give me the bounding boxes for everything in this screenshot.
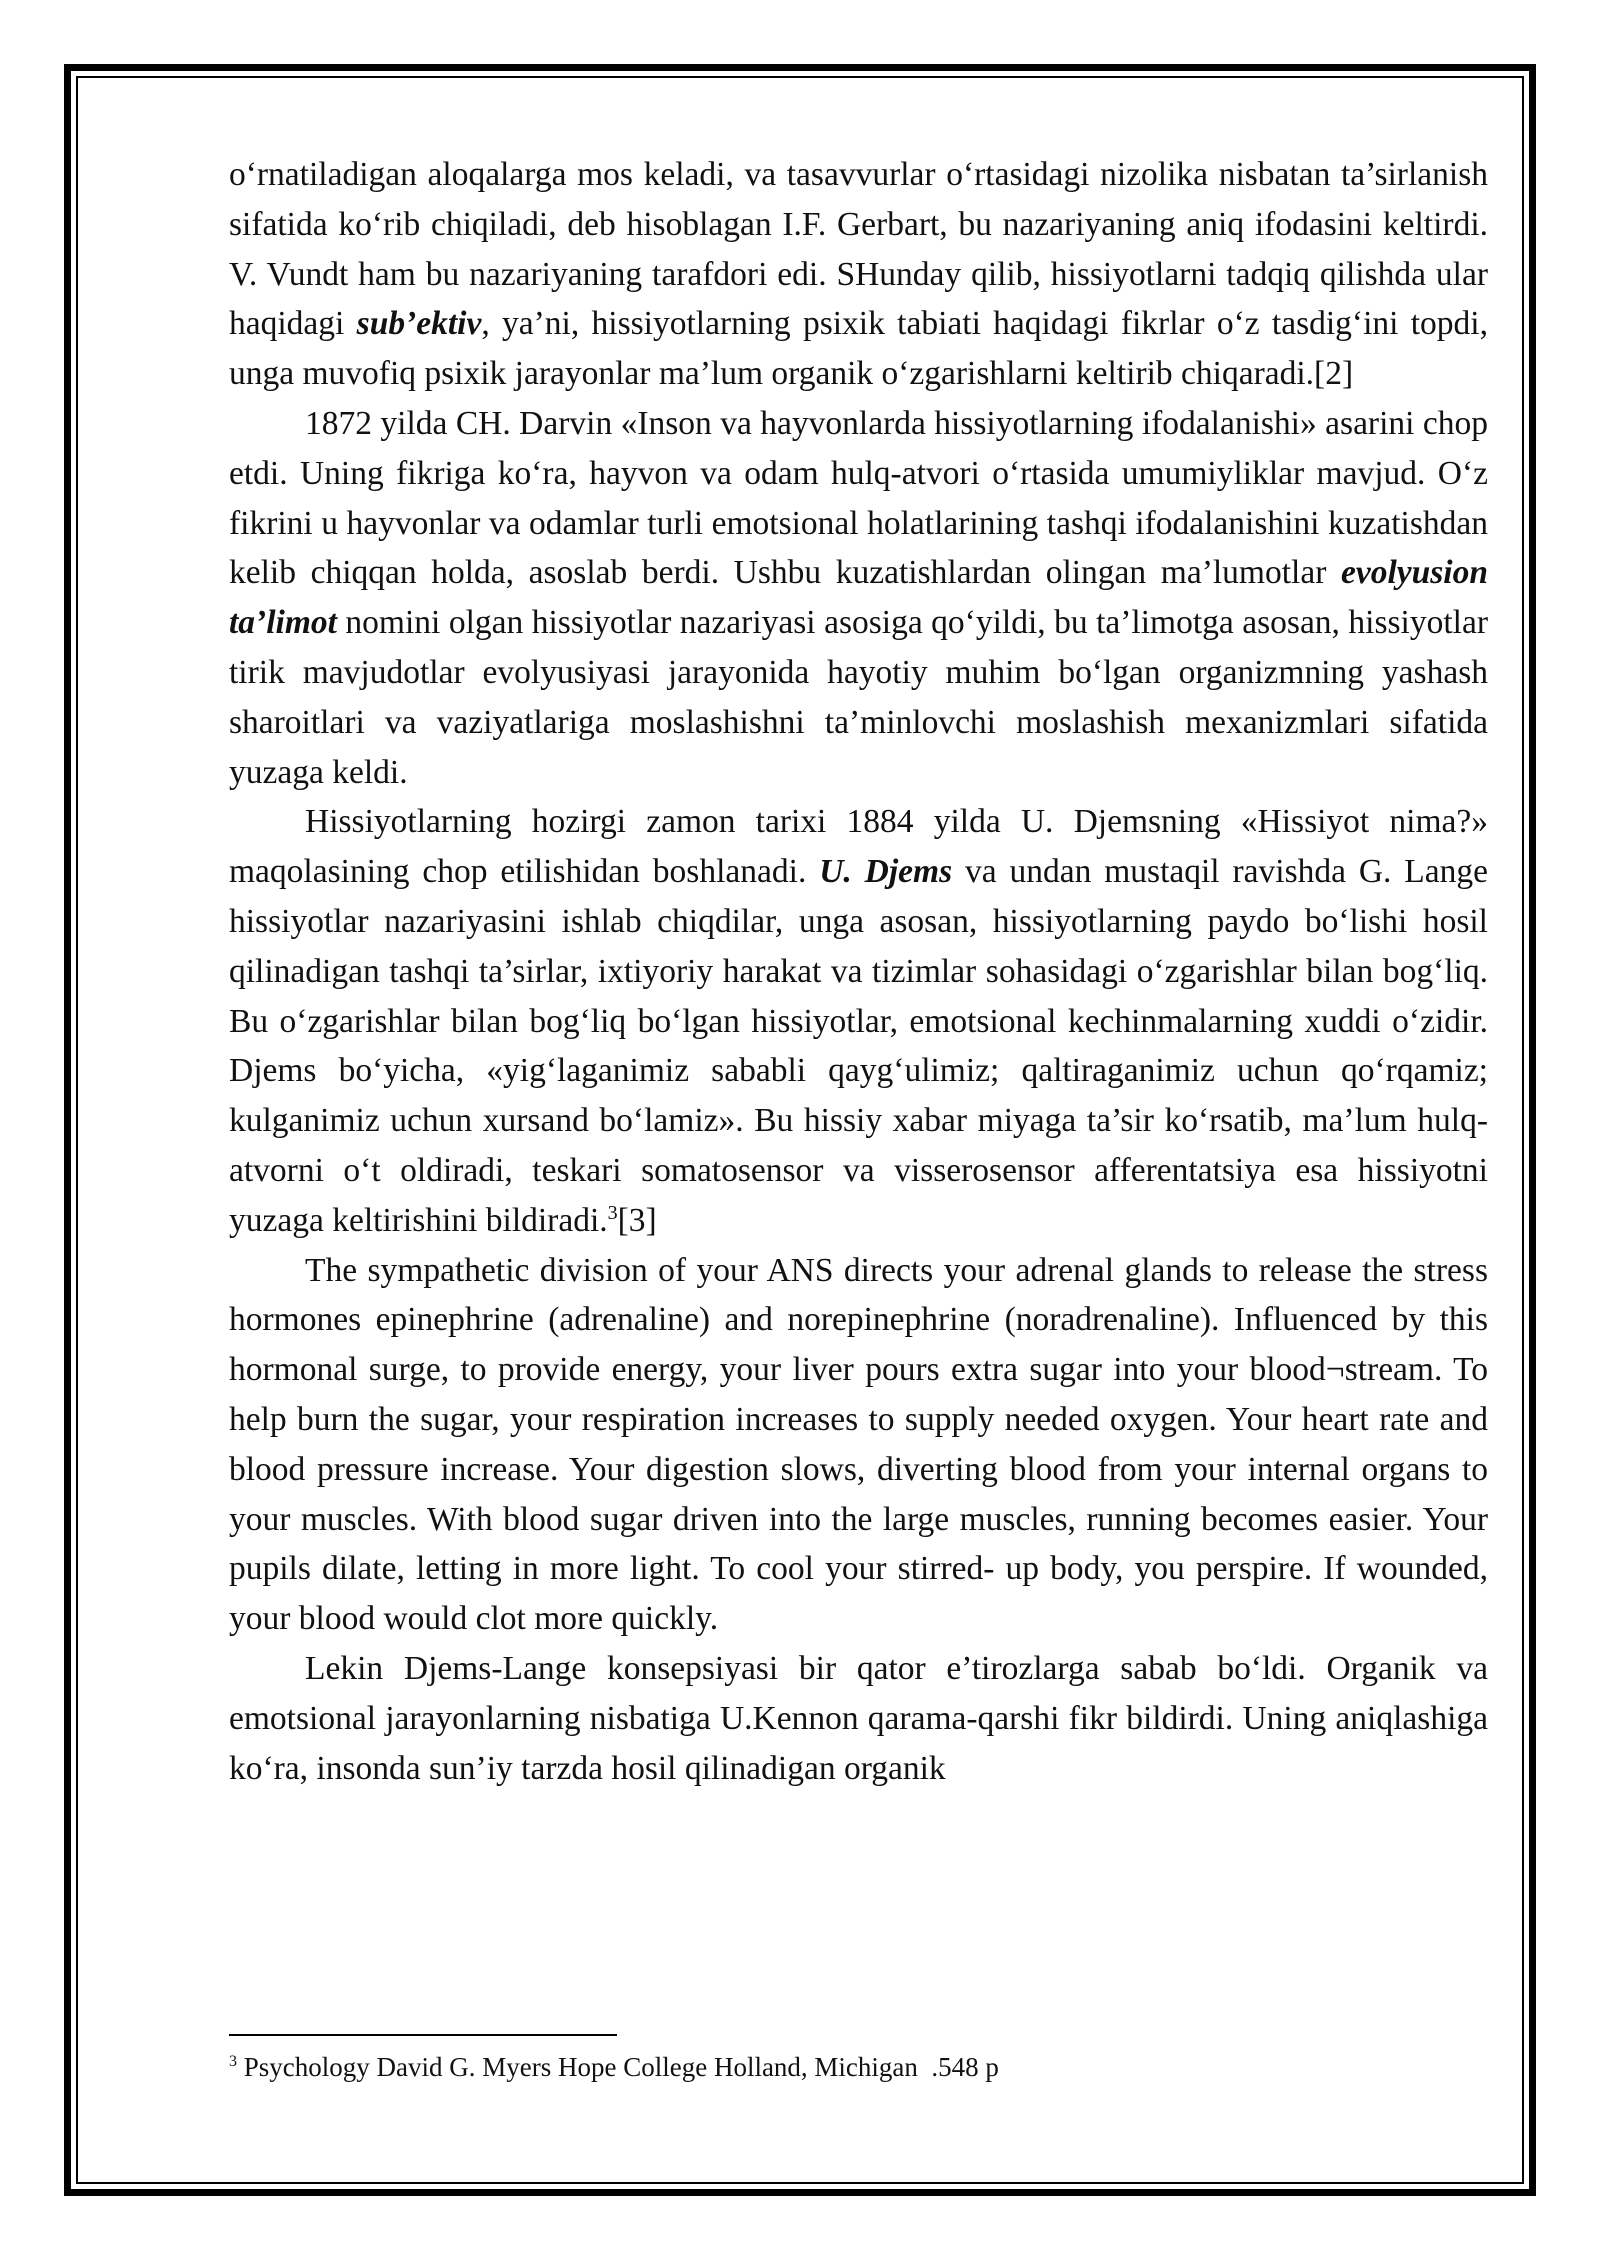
- paragraph-1-text-a: o‘rnatiladigan aloqalarga mos keladi, va tasavvurlar o‘rtasidagi nizolika nisbatan ta’sirlanish sifatida ko‘rib chiqiladi, deb hisoblagan I.F. Gerbart, bu nazariyaning aniq ifodasini keltirdi. V. Vundt ham bu nazariyaning tarafdori edi. SHunday qilib, hissiyotlarni tadqiq qilishda ular haqidagi: [229, 156, 1488, 343]
- paragraph-1-text-b: , ya’ni, hissiyotlarning psixik tabiati haqidagi fikrlar o‘z tasdig‘ini topdi, unga muvofiq psixik jarayonlar ma’lum organik o‘zgarishlarni keltirib chiqaradi.[2]: [229, 305, 1488, 393]
- paragraph-2-text-b: nomini olgan hissiyotlar nazariyasi asosiga qo‘yildi, bu ta’limotga asosan, hissiyotlar tirik mavjudotlar evolyusiyasi jarayonida hayotiy muhim bo‘lgan organizmning yashash sharoitlari va vaziyatlariga moslashishni ta’minlovchi moslashish mexanizmlari sifatida yuzaga keldi.: [229, 604, 1488, 791]
- term-subektiv: sub’ektiv: [356, 305, 482, 343]
- footnote-reference-3[interactable]: 3: [607, 1201, 618, 1224]
- footnote-separator: [229, 2034, 617, 2036]
- paragraph-3-text-b: va undan mustaqil ravishda G. Lange hissiyotlar nazariyasini ishlab chiqdilar, unga asosan, hissiyotlarning paydo bo‘lishi hosil qilinadigan tashqi ta’sirlar, ixtiyoriy harakat va tizimlar sohasidagi o‘zgarishlar bilan bog‘liq. Bu o‘zgarishlar bilan bog‘liq bo‘lgan hissiyotlar, emotsional kechinmalarning xuddi o‘zidir. Djems bo‘yicha, «yig‘laganimiz sababli qayg‘ulimiz; qaltiraganimiz uchun qo‘rqamiz; kulganimiz uchun xursand bo‘lamiz». Bu hissiy xabar miyaga ta’sir ko‘rsatib, ma’lum hulq-atvorni o‘t oldiradi, teskari somatosensor va visserosensor afferentatsiya esa hissiyotni yuzaga keltirishini bildiradi.: [229, 853, 1488, 1239]
- paragraph-1: [229, 150, 1488, 399]
- paragraph-4: The sympathetic division of your ANS directs your adrenal glands to release the stress hormones epinephrine (adrenaline) and norepinephrine (noradrenaline). Influenced by this hormonal surge, to provide energy, your liver pours extra sugar into your blood¬stream. To help burn the sugar, your respiration increases to supply needed oxygen. Your heart rate and blood pressure increase. Your digestion slows, diverting blood from your internal organs to your muscles. With blood sugar driven into the large muscles, running becomes easier. Your pupils dilate, letting in more light. To cool your stirred- up body, you perspire. If wounded, your blood would clot more quickly.: [229, 1251, 1488, 1638]
- paragraph-2: [229, 399, 1488, 797]
- footnote: [229, 2049, 1488, 2085]
- paragraph-3-text-c: [3]: [617, 1201, 657, 1239]
- footnote-text: Psychology David G. Myers Hope College Holland, Michigan .548 p: [237, 2052, 999, 2082]
- term-u-djems: U. Djems: [819, 853, 953, 891]
- paragraph-2-text-a: 1872 yilda CH. Darvin «Inson va hayvonlarda hissiyotlarning ifodalanishi» asarini chop etdi. Uning fikriga ko‘ra, hayvon va odam hulq-atvori o‘rtasida umumiyliklar mavjud. O‘z fikrini u hayvonlar va odamlar turli emotsional holatlarining tashqi ifodalanishini kuzatishdan kelib chiqqan holda, asoslab berdi. Ushbu kuzatishlardan olingan ma’lumotlar: [229, 404, 1488, 592]
- page-body: [229, 150, 1488, 1793]
- paragraph-5: Lekin Djems-Lange konsepsiyasi bir qator e’tirozlarga sabab bo‘ldi. Organik va emotsional jarayonlarning nisbatiga U.Kennon qarama-qarshi fikr bildirdi. Uning aniqlashiga ko‘ra, insonda sun’iy tarzda hosil qilinadigan organik: [229, 1649, 1488, 1787]
- term-evolyusion-talimot: evolyusion ta’limot: [229, 554, 1488, 642]
- paragraph-3-text-a: Hissiyotlarning hozirgi zamon tarixi 1884 yilda U. Djemsning «Hissiyot nima?» maqolasining chop etilishidan boshlanadi.: [229, 803, 1488, 891]
- footnote-mark: 3: [229, 2053, 237, 2070]
- paragraph-3: [229, 797, 1488, 1245]
